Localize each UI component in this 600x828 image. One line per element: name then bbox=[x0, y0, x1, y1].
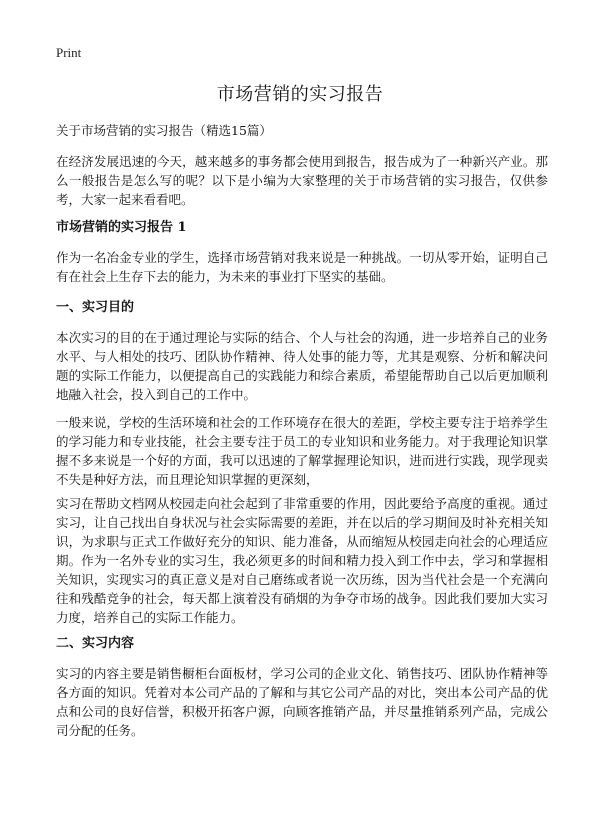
content-paragraph-1: 实习的内容主要是销售橱柜台面板材，学习公司的企业文化、销售技巧、团队协作精神等各方面的知识。凭着对本公司产品的了解和与其它公司产品的对比，突出本公司产品的优点和公司的良好信誉，积极开拓客户源，向顾客推销产品，并尽量推销系列产品，完成公司分配的任务。 bbox=[56, 666, 548, 738]
page-title: 市场营销的实习报告 bbox=[216, 84, 384, 105]
print-link[interactable]: Print bbox=[56, 45, 82, 60]
purpose-paragraph-3: 实习在帮助文档网从校园走向社会起到了非常重要的作用，因此要给予高度的重视。通过实习，让自己找出自身状况与社会实际需要的差距，并在以后的学习期间及时补充相关知识，为求职与正式工作做好充分的知识、能力准备，从而缩短从校园走向社会的心理适应期。作为一名外专业的实习生，我必须更多的时间和精力投入到工作中去，学习和掌握相关知识，实现实习的真正意义是对自己磨练或者说一次历练，因为当代社会是一个充满向往和残酷竞争的社会，每天都上演着没有硝烟的为争夺市场的战争。因此我们要加大实习力度，培养自己的实际工作能力。 bbox=[56, 496, 548, 625]
section-heading-purpose: 一、实习目的 bbox=[56, 300, 135, 315]
section-heading-content: 二、实习内容 bbox=[56, 636, 135, 651]
report-heading: 市场营销的实习报告 1 bbox=[56, 220, 187, 235]
purpose-paragraph-1: 本次实习的目的在于通过理论与实际的结合、个人与社会的沟通，进一步培养自己的业务水平、与人相处的技巧、团队协作精神、待人处事的能力等，尤其是观察、分析和解决问题的实际工作能力，以便提高自己的实践能力和综合素质，希望能帮助自己以后更加顺利地融入社会，投入到自己的工作中。 bbox=[56, 330, 548, 402]
purpose-paragraph-2: 一般来说，学校的生活环境和社会的工作环境存在很大的差距，学校主要专注于培养学生的学习能力和专业技能，社会主要专注于员工的专业知识和业务能力。对于我理论知识掌握不多来说是一个好的方面，我可以迅速的了解掌握理论知识，进而进行实践，现学现卖不失是种好方法，而且理论知识掌握的更深刻， bbox=[56, 415, 548, 487]
intro-paragraph: 在经济发展迅速的今天，越来越多的事务都会使用到报告，报告成为了一种新兴产业。那么一般报告是怎么写的呢？以下是小编为大家整理的关于市场营销的实习报告，仅供参考，大家一起来看看吧。 bbox=[56, 154, 548, 207]
document-subtitle: 关于市场营销的实习报告（精选15篇） bbox=[56, 123, 272, 138]
report-intro-paragraph: 作为一名冶金专业的学生，选择市场营销对我来说是一种挑战。一切从零开始，证明自己有在社会上生存下去的能力，为未来的事业打下坚实的基础。 bbox=[56, 250, 548, 284]
